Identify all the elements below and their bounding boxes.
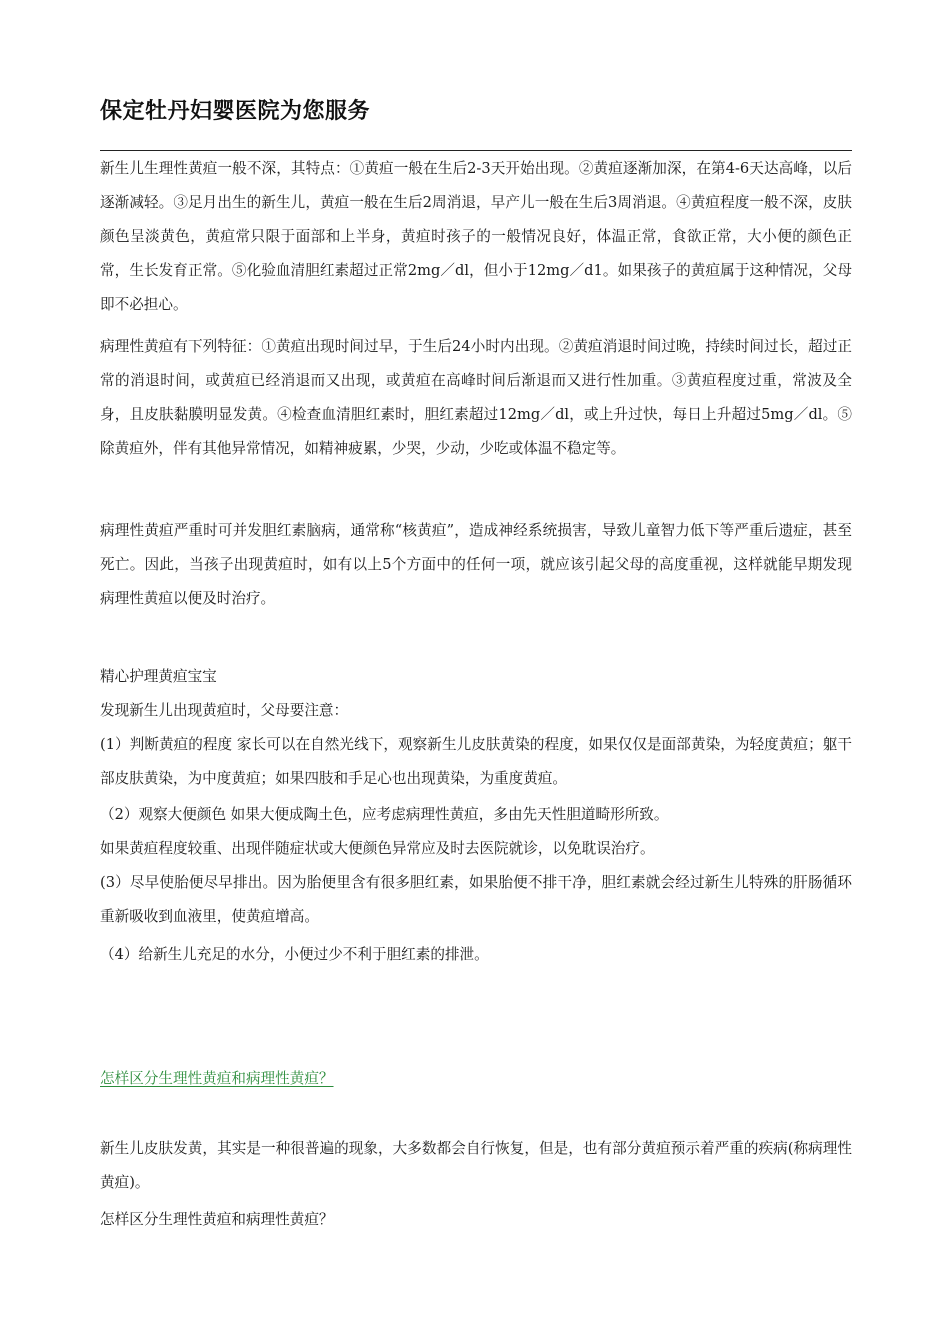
care-item-3: (3）尽早使胎便尽早排出。因为胎便里含有很多胆红素，如果胎便不排干净，胆红素就会经过新生儿特殊的肝肠循环重新吸收到血液里，使黄疸增高。 (100, 874, 852, 925)
page-title: 保定牡丹妇婴医院为您服务 (100, 99, 371, 124)
distinguish-jaundice-link[interactable]: 怎样区分生理性黄疸和病理性黄疸？ (100, 1070, 334, 1087)
physiological-jaundice-paragraph: 新生儿生理性黄疸一般不深，其特点：①黄疸一般在生后2-3天开始出现。②黄疸逐渐加深，在第4-6天达高峰，以后逐渐减轻。③足月出生的新生儿，黄疸一般在生后2周消退，早产儿一般在生后3周消退。④黄疸程度一般不深，皮肤颜色呈淡黄色，黄疸常只限于面部和上半身，黄疸时孩子的一般情况良好，体温正常，食欲正常，大小便的颜色正常，生长发育正常。⑤化验血清胆红素超过正常2mg／dl，但小于12mg／d1。如果孩子的黄疸属于这种情况，父母即不必担心。 (100, 160, 852, 313)
care-item-1: (1）判断黄疸的程度 家长可以在自然光线下，观察新生儿皮肤黄染的程度，如果仅仅是面部黄染，为轻度黄疸；躯干部皮肤黄染，为中度黄疸；如果四肢和手足心也出现黄染，为重度黄疸。 (100, 736, 852, 787)
care-item-4: （4）给新生儿充足的水分，小便过少不利于胆红素的排泄。 (100, 946, 489, 963)
pathological-jaundice-paragraph: 病理性黄疸有下列特征：①黄疸出现时间过早，于生后24小时内出现。②黄疸消退时间过晚，持续时间过长，超过正常的消退时间，或黄疸已经消退而又出现，或黄疸在高峰时间后渐退而又进行性加重。③黄疸程度过重，常波及全身，且皮肤黏膜明显发黄。④检查血清胆红素时，胆红素超过12mg／dl，或上升过快，每日上升超过5mg／dl。⑤除黄疸外，伴有其他异常情况，如精神疲累，少哭，少动，少吃或体温不稳定等。 (100, 338, 852, 457)
care-item-2: （2）观察大便颜色 如果大便成陶土色，应考虑病理性黄疸，多由先天性胆道畸形所致。 (100, 806, 669, 823)
title-divider (100, 150, 852, 151)
distinguish-question: 怎样区分生理性黄疸和病理性黄疸？ (100, 1211, 334, 1228)
care-intro: 发现新生儿出现黄疸时，父母要注意： (100, 702, 349, 719)
care-heading: 精心护理黄疸宝宝 (100, 668, 217, 685)
skin-yellowing-paragraph: 新生儿皮肤发黄，其实是一种很普遍的现象，大多数都会自行恢复，但是，也有部分黄疸预示着严重的疾病(称病理性黄疸)。 (100, 1140, 852, 1191)
care-note: 如果黄疸程度较重、出现伴随症状或大便颜色异常应及时去医院就诊，以免耽误治疗。 (100, 840, 655, 857)
kernicterus-paragraph: 病理性黄疸严重时可并发胆红素脑病，通常称“核黄疸”，造成神经系统损害，导致儿童智力低下等严重后遗症，甚至死亡。因此，当孩子出现黄疸时，如有以上5个方面中的任何一项，就应该引起父母的高度重视，这样就能早期发现病理性黄疸以便及时治疗。 (100, 522, 852, 607)
